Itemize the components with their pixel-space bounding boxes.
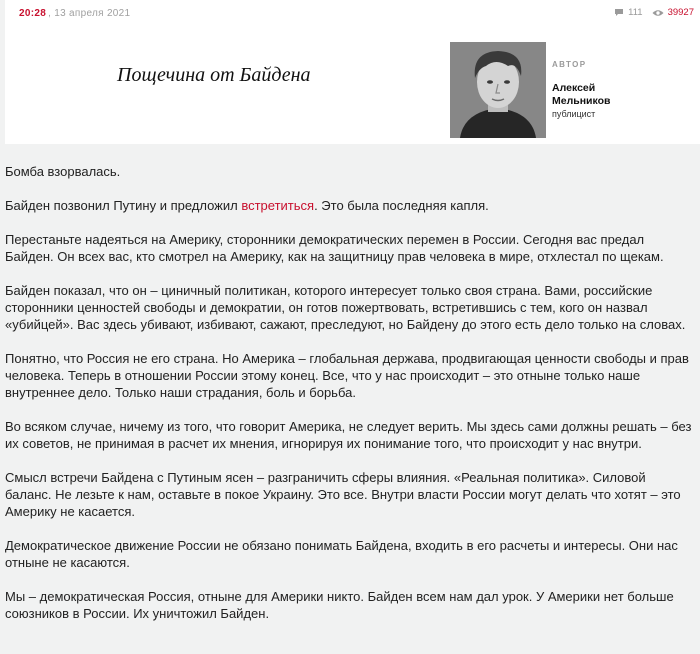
- paragraph: Бомба взорвалась.: [5, 164, 121, 179]
- paragraph-text: . Это была последняя капля.: [314, 198, 489, 213]
- article-body: [5, 163, 695, 639]
- meta-separator: ,: [48, 8, 55, 19]
- views-count: 39927: [667, 7, 694, 18]
- publish-meta: [19, 8, 130, 19]
- paragraph: Смысл встречи Байдена с Путиным ясен – разграничить сферы влияния. «Реальная политика». Силовой баланс. Не лезьте к нам, оставьте в покое Украину. Это все. Внутри власти России могут делать что хотят – это Америку не касается.: [5, 470, 681, 519]
- paragraph: Во всяком случае, ничему из того, что говорит Америка, не следует верить. Мы здесь сами должны решать – без их советов, не принимая в расчет их мнения, игнорируя их понимание того, что происходит у нас внутри.: [5, 419, 692, 451]
- eye-icon: [652, 9, 664, 17]
- author-label: АВТОР: [552, 60, 587, 69]
- author-name[interactable]: [552, 82, 611, 108]
- paragraph: Понятно, что Россия не его страна. Но Америка – глобальная держава, продвигающая ценности свободы и прав человека. Теперь в отношении России этому конец. Все, что у нас происходит – это отныне только наше внутреннее дело. Только наши страдания, боль и борьба.: [5, 351, 689, 400]
- paragraph: Мы – демократическая Россия, отныне для Америки никто. Байден всем нам дал урок. У Америки нет больше союзников в России. Их уничтожил Байден.: [5, 589, 674, 621]
- author-role: публицист: [552, 109, 596, 119]
- publish-date: 13 апреля 2021: [54, 8, 131, 19]
- article-stats: [614, 7, 694, 18]
- paragraph-text: Байден позвонил Путину и предложил: [5, 198, 242, 213]
- paragraph: Перестаньте надеяться на Америку, сторонники демократических перемен в России. Сегодня вас предал Байден. Он всех вас, кто смотрел на Америку, как на защитницу прав человека в мире, отхлестал по щекам.: [5, 232, 664, 264]
- publish-time: 20:28: [19, 8, 47, 19]
- author-first-name[interactable]: Алексей: [552, 82, 596, 94]
- article-title: Пощечина от Байдена: [117, 64, 311, 86]
- paragraph: Демократическое движение России не обязано понимать Байдена, входить в его расчеты и интересы. Они нас отныне не касаются.: [5, 538, 678, 570]
- author-last-name[interactable]: Мельников: [552, 95, 611, 107]
- paragraph: [5, 197, 695, 214]
- meet-link[interactable]: встретиться: [241, 198, 315, 213]
- author-photo[interactable]: [450, 42, 546, 138]
- comment-bubble-icon[interactable]: [614, 8, 624, 17]
- comments-count[interactable]: 111: [628, 7, 643, 18]
- article-header: [5, 0, 700, 144]
- paragraph: Байден показал, что он – циничный политикан, которого интересует только своя страна. Вами, российские сторонники ценностей свободы и демократии, он готов пожертвовать, встретившись с тем, кого он назвал «убийцей». Вас здесь убивают, избивают, сажают, преследуют, но Байдену до этого есть дело только на словах.: [5, 283, 686, 332]
